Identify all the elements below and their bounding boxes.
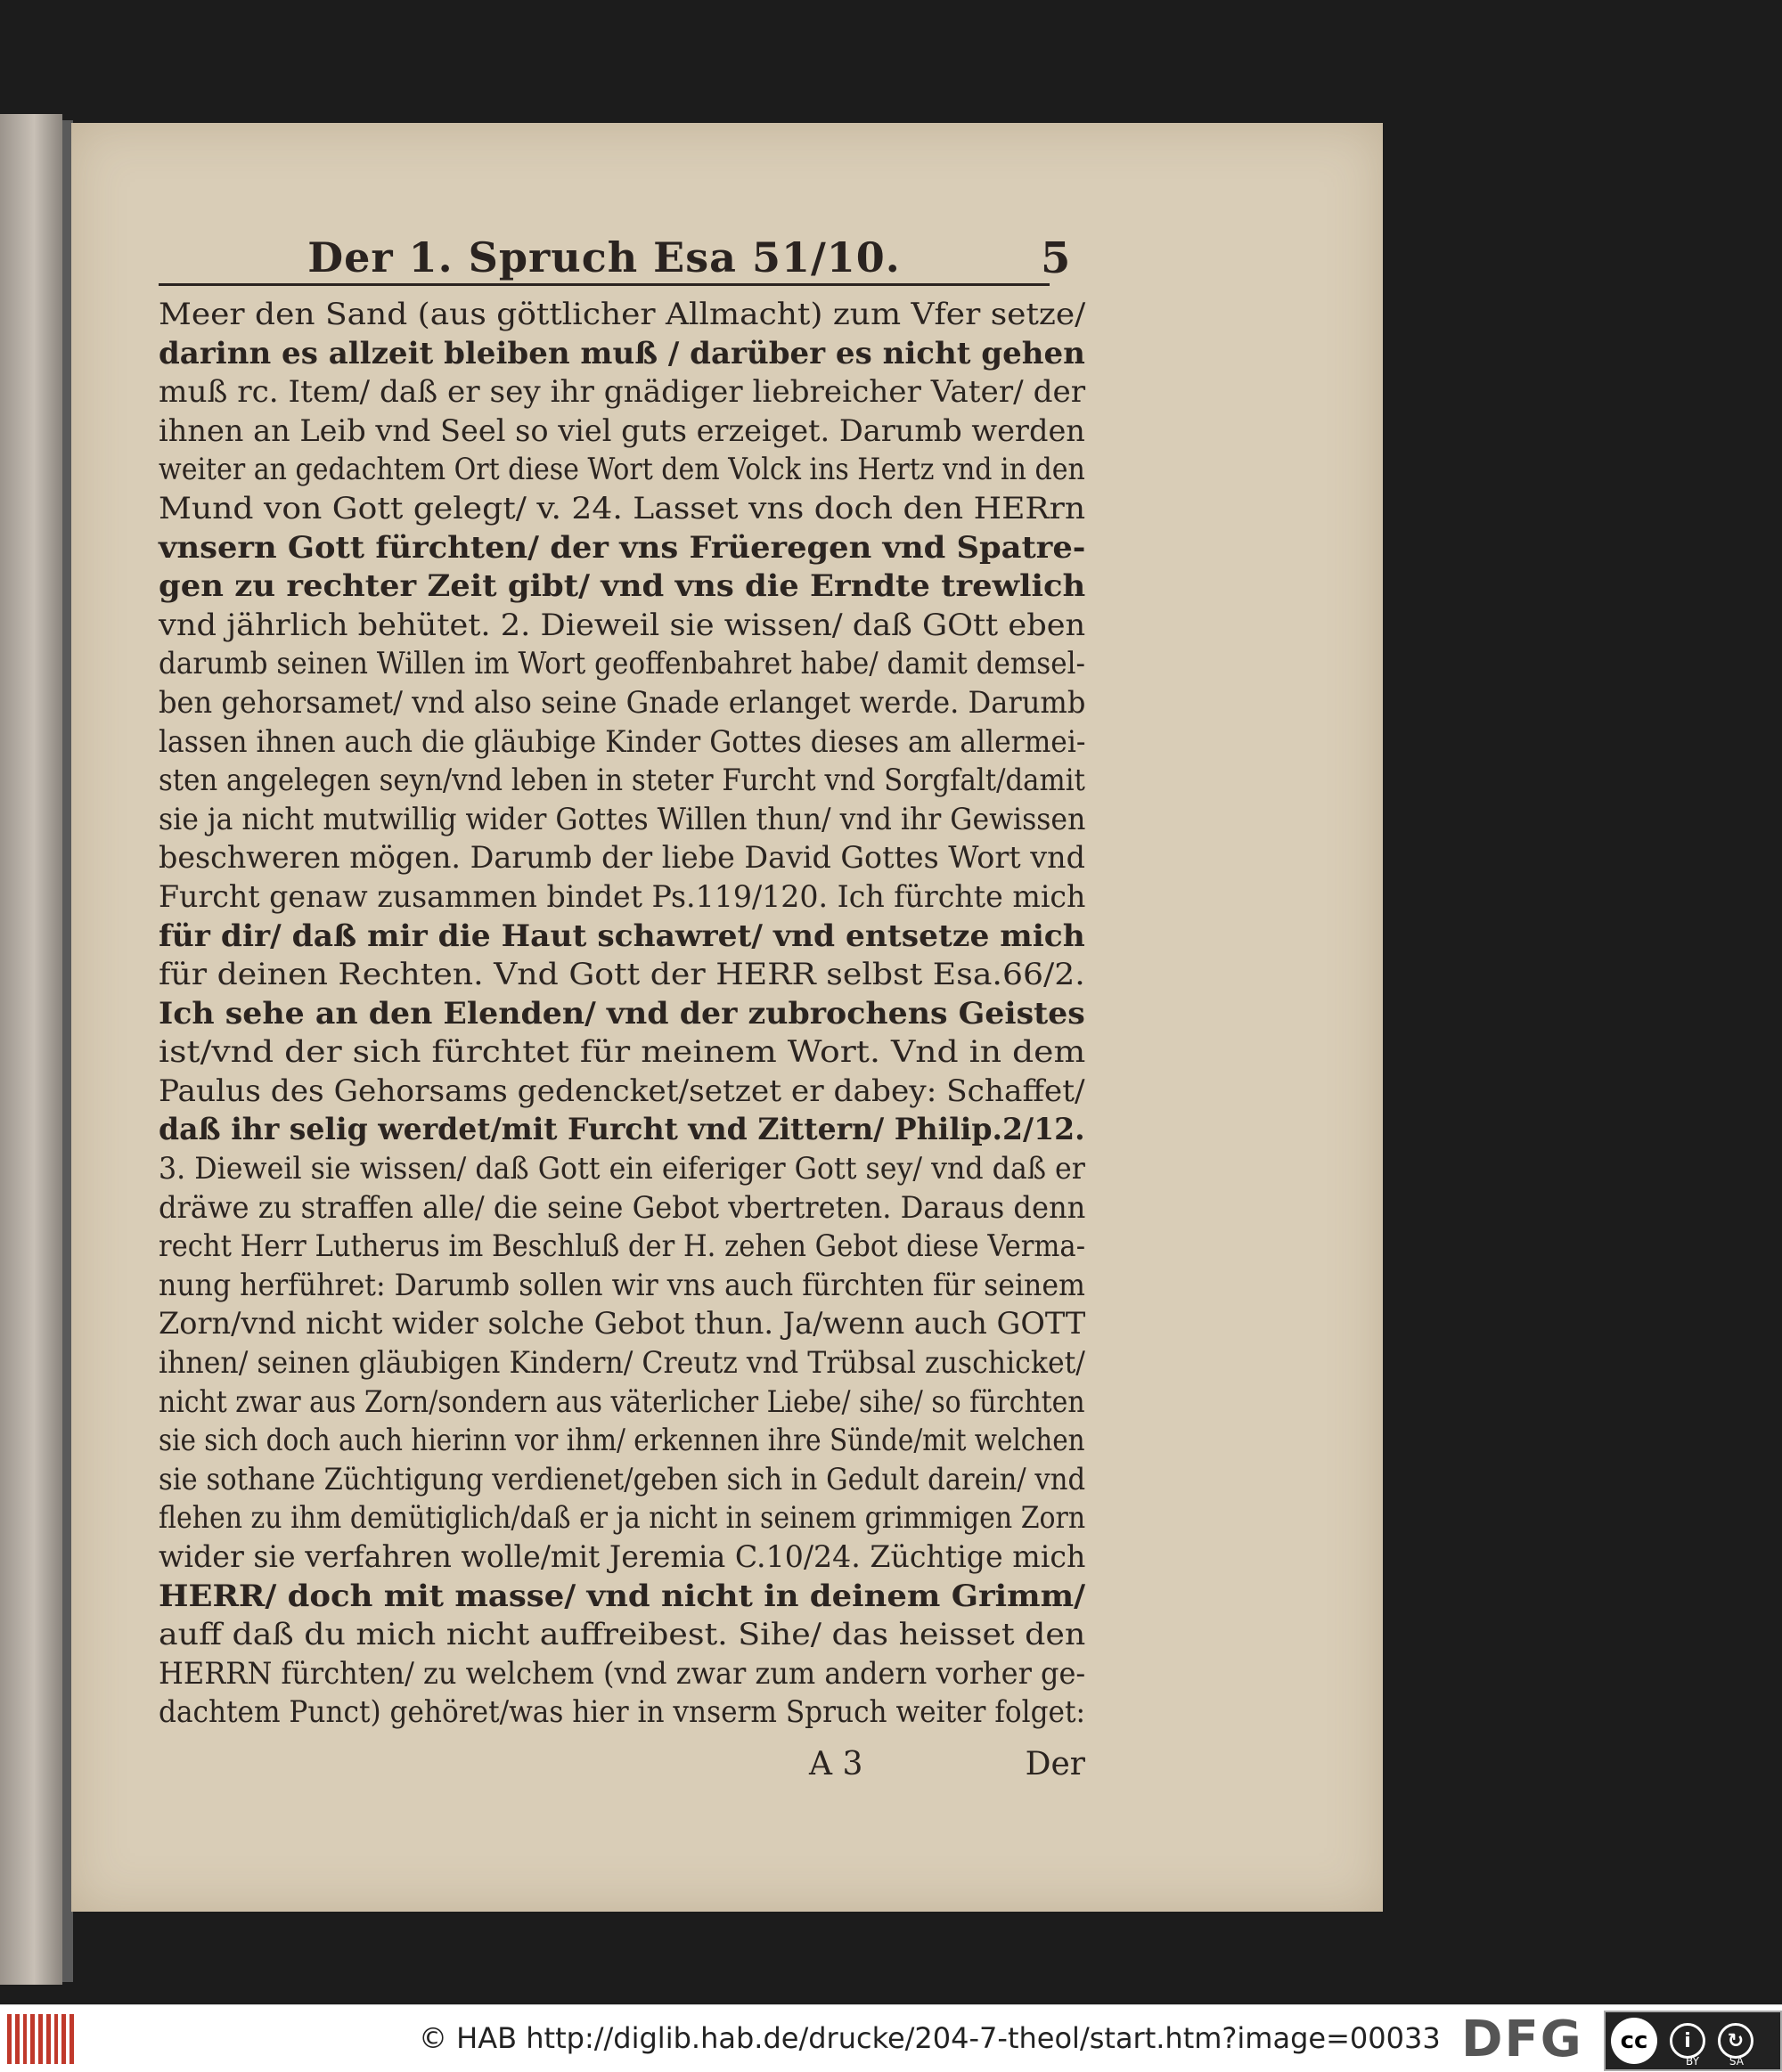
- text-line: wider sie verfahren wolle/mit Jeremia C.10/24. Züchtige mich: [159, 1539, 1086, 1575]
- text-line: sten angelegen seyn/vnd leben in steter Furcht vnd Sorgfalt/damit: [159, 763, 1085, 799]
- text-line: weiter an gedachtem Ort diese Wort dem Volck ins Hertz vnd in den: [159, 452, 1085, 488]
- text-line: flehen zu ihm demütiglich/daß er ja nicht in seinem grimmigen Zorn: [159, 1500, 1086, 1537]
- text-line: Mund von Gott gelegt/ v. 24. Lasset vns doch den HERrn: [159, 490, 1086, 526]
- text-line: Furcht genaw zusammen bindet Ps.119/120. Ich fürchte mich: [159, 878, 1086, 915]
- text-line: Ich sehe an den Elenden/ vnd der zubrochens Geistes: [159, 995, 1085, 1032]
- text-line: ben gehorsamet/ vnd also seine Gnade erlanget werde. Darumb: [159, 684, 1086, 721]
- text-line: ist/vnd der sich fürchtet für meinem Wort. Vnd in dem: [159, 1034, 1086, 1071]
- license-sa-label: SA: [1729, 2055, 1744, 2068]
- text-line: ihnen/ seinen gläubigen Kindern/ Creutz vnd Trübsal zuschicket/: [159, 1345, 1085, 1382]
- text-line: HERR/ doch mit masse/ vnd nicht in deinem Grimm/: [159, 1578, 1086, 1614]
- text-line: 3. Dieweil sie wissen/ daß Gott ein eiferiger Gott sey/ vnd daß er: [159, 1151, 1085, 1187]
- text-line: recht Herr Lutherus im Beschluß der H. zehen Gebot diese Verma-: [159, 1228, 1086, 1265]
- attribution-icon: i: [1670, 2023, 1705, 2059]
- text-line: sie ja nicht mutwillig wider Gottes Willen thun/ vnd ihr Gewissen: [159, 801, 1086, 837]
- text-line: HERRN fürchten/ zu welchem (vnd zwar zum andern vorher ge-: [159, 1655, 1086, 1692]
- text-line: für dir/ daß mir die Haut schawret/ vnd entsetze mich: [159, 918, 1085, 954]
- text-line: vnsern Gott fürchten/ der vns Früeregen vnd Spatre-: [159, 529, 1086, 566]
- text-line: lassen ihnen auch die gläubige Kinder Gottes dieses am allermei-: [159, 723, 1086, 760]
- text-line: auff daß du mich nicht auffreibest. Sihe/ das heisset den: [159, 1617, 1086, 1653]
- license-labels: [1686, 2055, 1744, 2068]
- catchword: Der: [1025, 1746, 1085, 1782]
- text-line: gen zu rechter Zeit gibt/ vnd vns die Erndte trewlich: [159, 568, 1086, 605]
- text-line: ihnen an Leib vnd Seel so viel guts erzeiget. Darumb werden: [159, 412, 1085, 449]
- text-line: daß ihr selig werdet/mit Furcht vnd Zittern/ Philip.2/12.: [159, 1112, 1085, 1148]
- share-alike-icon: ↻: [1718, 2023, 1753, 2059]
- text-line: darumb seinen Willen im Wort geoffenbahret habe/ damit demsel-: [159, 646, 1086, 682]
- text-line: nung herführet: Darumb sollen wir vns auch fürchten für seinem: [159, 1267, 1085, 1303]
- text-line: sie sothane Züchtigung verdienet/geben sich in Gedult darein/ vnd: [159, 1461, 1086, 1497]
- hab-logo-icon: [7, 2014, 74, 2064]
- page-number: 5: [1041, 233, 1071, 283]
- cc-license-badge[interactable]: [1604, 2011, 1782, 2071]
- dfg-logo-icon: DFG: [1461, 2011, 1583, 2068]
- running-head: Der 1. Spruch Esa 51/10.: [307, 233, 901, 281]
- text-line: dachtem Punct) gehöret/was hier in vnserm Spruch weiter folget:: [159, 1694, 1085, 1731]
- viewer-footer: [0, 2004, 1782, 2072]
- text-line: Zorn/vnd nicht wider solche Gebot thun. Ja/wenn auch GOTT: [159, 1306, 1086, 1342]
- body-text: [159, 296, 1085, 1733]
- signature-mark: A 3: [809, 1746, 863, 1782]
- text-line: für deinen Rechten. Vnd Gott der HERR selbst Esa.66/2.: [159, 957, 1085, 993]
- text-line: Paulus des Gehorsams gedencket/setzet er dabey: Schaffet/: [159, 1073, 1085, 1109]
- head-rule: [159, 283, 1050, 286]
- text-line: nicht zwar aus Zorn/sondern aus väterlicher Liebe/ sihe/ so fürchten: [159, 1383, 1085, 1420]
- text-line: Meer den Sand (aus göttlicher Allmacht) zum Vfer setze/: [159, 297, 1086, 332]
- text-line: dräwe zu straffen alle/ die seine Gebot vbertreten. Daraus denn: [159, 1189, 1086, 1226]
- cc-icon: cc: [1611, 2018, 1657, 2064]
- text-line: sie sich doch auch hierinn vor ihm/ erkennen ihre Sünde/mit welchen: [159, 1423, 1085, 1459]
- catchword-row: [159, 1746, 1085, 1791]
- text-line: muß rc. Item/ daß er sey ihr gnädiger liebreicher Vater/ der: [159, 374, 1086, 411]
- text-line: darinn es allzeit bleiben muß / darüber es nicht gehen: [159, 335, 1085, 371]
- text-line: vnd jährlich behütet. 2. Dieweil sie wissen/ daß GOtt eben: [159, 607, 1086, 643]
- text-line: beschweren mögen. Darumb der liebe David Gottes Wort vnd: [159, 840, 1085, 877]
- previous-page-edge: [0, 114, 62, 1985]
- license-by-label: BY: [1686, 2055, 1699, 2068]
- copyright-link[interactable]: © HAB http://diglib.hab.de/drucke/204-7-theol/start.htm?image=00033: [419, 2021, 1441, 2055]
